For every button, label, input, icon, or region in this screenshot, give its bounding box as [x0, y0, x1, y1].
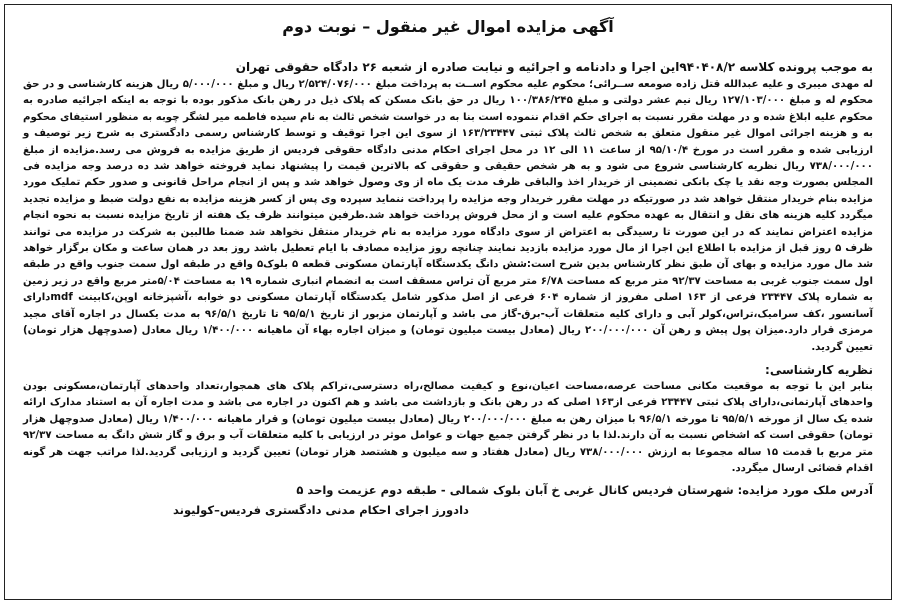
- notice-title: آگهی مزایده اموال غیر منقول – نوبت دوم: [282, 17, 614, 36]
- case-reference: به موجب پرونده کلاسه ۹۴۰۴۰۸/۲این اجرا و دادنامه و اجرائیه و نیابت صادره از شعبه ۲۶ دادگاه حقوقی تهران: [235, 60, 873, 74]
- notice-document: [23, 5, 873, 599]
- expert-opinion-body: بنابر این با توجه به موقعیت مکانی مساحت عرصه،مساحت اعیان،نوع و کیفیت مصالح،راه دسترسی،تراکم پلاک های همجوار،تعداد واحدهای آپارتمان،مسکونی بودن واحدهای آپارتمانی،دارای پلاک ثبتی ۲۳۴۴۷ فرعی از۱۶۳ اصلی که در رهن بانک و بازداشت می باشد و هم اکنون در اجاره می باشد و مدت اجاره آن به استناد مدارک ارائه شده یک سال از مورخه ۹۵/۵/۱ تا مورخه ۹۶/۵/۱ با میزان رهن به مبلغ ۲۰۰/۰۰۰/۰۰۰ ریال (معادل بیست میلیون تومان) و قرار ماهیانه ۱/۴۰۰/۰۰۰ ریال (معادل صدوچهل هزار تومان) حقوقی است که اشخاص نسبت به آن دارند.لذا با در نظر گرفتن جمیع جهات و عوامل موثر در ارزیابی با کلیه متعلقات آب و برق و گاز شش دانگ به مساحت ۹۲/۳۷ متر مربع با قدمت ۱۵ ساله مجموعا به ارزش ۷۳۸/۰۰۰/۰۰۰ ریال (معادل هفتاد و سه میلیون و هشتصد هزار تومان) تعیین گردید و ارزیابی گردید.لذا مراتب جهت هر گونه اقدام قضائی ارسال میگردد.: [23, 380, 874, 474]
- property-address: آدرس ملک مورد مزایده: شهرستان فردیس کانال غربی خ آبان بلوک شمالی - طبقه دوم عزیمت واحد ۵: [296, 483, 873, 498]
- expert-opinion-heading: نظریه کارشناسی:: [765, 362, 873, 377]
- notice-body: له مهدی میبری و علیه عبدالله قتل زاده صومعه ســرائی؛ محکوم علیه محکوم اســت به پرداخت مبلغ ۲/۵۲۴/۰۷۶/۰۰۰ ریال و مبلغ ۵/۰۰۰/۰۰۰ ریال هزینه کارشناسی و در حق محکوم له و مبلغ ۱۲۷/۱۰۳/۰۰۰ ریال نیم عشر دولتی و مبلغ ۱۰۰/۳۸۶/۲۴۵ ریال در حق بانک مسکن که پلاک ذیل در رهن بانک مذکور بوده با توجه به اینکه اجرائیه صادره به محکوم علیه ابلاغ شده و در مهلت مقرر نسبت به اجرای حکم اقدام ننموده است بنا به در خواست شخص ثالث به نام سیده فاطمه میر لشگر چوبه به منظور استیفای محکوم به و هزینه اجرائی اموال غیر منقول متعلق به شخص ثالث پلاک ثبتی ۱۶۳/۲۳۴۴۷ از سوی این اجرا توقیف و توسط کارشناس رسمی دادگستری به شرح زیر توصیف و ارزیابی شده و مقرر است در مورخ ۹۵/۱۰/۴ از ساعت ۱۱ الی ۱۲ در محل اجرای احکام مدنی دادگاه حقوقی فردیس از طریق مزایده به فروش می رسد.مزایده از مبلغ ۷۳۸/۰۰۰/۰۰۰ ریال نظریه کارشناسی شروع می شود و به هر شخص حقیقی و حقوقی که بالاترین قیمت را پیشنهاد نماید فروخته خواهد شد ده درصد وجه مزایده فی المجلس بصورت وجه نقد یا چک بانکی تضمینی از خریدار اخذ والباقی ظرف مدت یک ماه از وی وصول خواهد شد و پس از انجام مراحل قانونی و صدور حکم تملیک مورد مزایده بنام خریدار منتقل خواهد شد در صورتیکه در مهلت مقرر خریدار وجه مزایده را پرداخت ننماید سپرده وی پس از کسر هزینه مزایده به نفع دولت ضبط و مزایده تجدید میگردد کلیه هزینه های نقل و انتقال به عهده محکوم علیه است و از محل فروش پرداخت خواهد شد.طرفین میتوانند ظرف یک هفته از تاریخ مزایده نسبت به نحوه انجام مزایده اعتراض نمایند که در این صورت تا رسیدگی به اعتراض از سوی دادگاه مورد مزایده به نام خریدار منتقل نخواهد شد ضمنا طالبین به شرکت در مزایده می توانند ظرف ۵ روز قبل از مزایده با اطلاع این اجرا از مال مورد مزایده بازدید نمایند چنانچه روز مزایده مصادف با ایام تعطیل باشد روز بعد در همان ساعت و مکان برگزار خواهد شد مال مورد مزایده و بهای آن طبق نظر کارشناس بدین شرح است:شش دانگ یکدستگاه آپارتمان مسکونی قطعه ۵ بلوک۵ واقع در طبقه اول سمت جنوب واقع در طبقه اول سمت جنوب غربی به مساحت ۹۲/۳۷ متر مربع که مساحت ۶/۷۸ متر مربع آن تراس مسقف است به انضمام انباری شماره ۱۹ به مساحت ۵/۰۴متر مربع واقع در زیر زمین به شماره پلاک ۲۳۴۴۷ فرعی از ۱۶۳ اصلی مفروز از شماره ۶۰۴ فرعی از اصل مذکور شامل یکدستگاه آپارتمان مسکونی دو خوابه ،آشپزخانه اوپن،کابینت mdfدارای آسانسور ،کف سرامیک،تراس،کولر آبی و دارای کلیه متعلقات آب-برق-گاز می باشد و آپارتمان مزبور از تاریخ ۹۵/۵/۱ تا تاریخ ۹۶/۵/۱ به مدت یکسال در اجاره آقای مجید مرمزی قرار دارد.میزان پول پیش و رهن آن ۲۰۰/۰۰۰/۰۰۰ ریال (معادل بیست میلیون تومان) و میزان اجاره بهاء آن ماهیانه ۱/۴۰۰/۰۰۰ ریال معادل (صدوچهل هزار تومان) تعیین گردید.: [23, 79, 874, 353]
- signature: دادورز اجرای احکام مدنی دادگستری فردیس–کولیوند: [173, 503, 469, 518]
- notice-frame: [4, 4, 892, 600]
